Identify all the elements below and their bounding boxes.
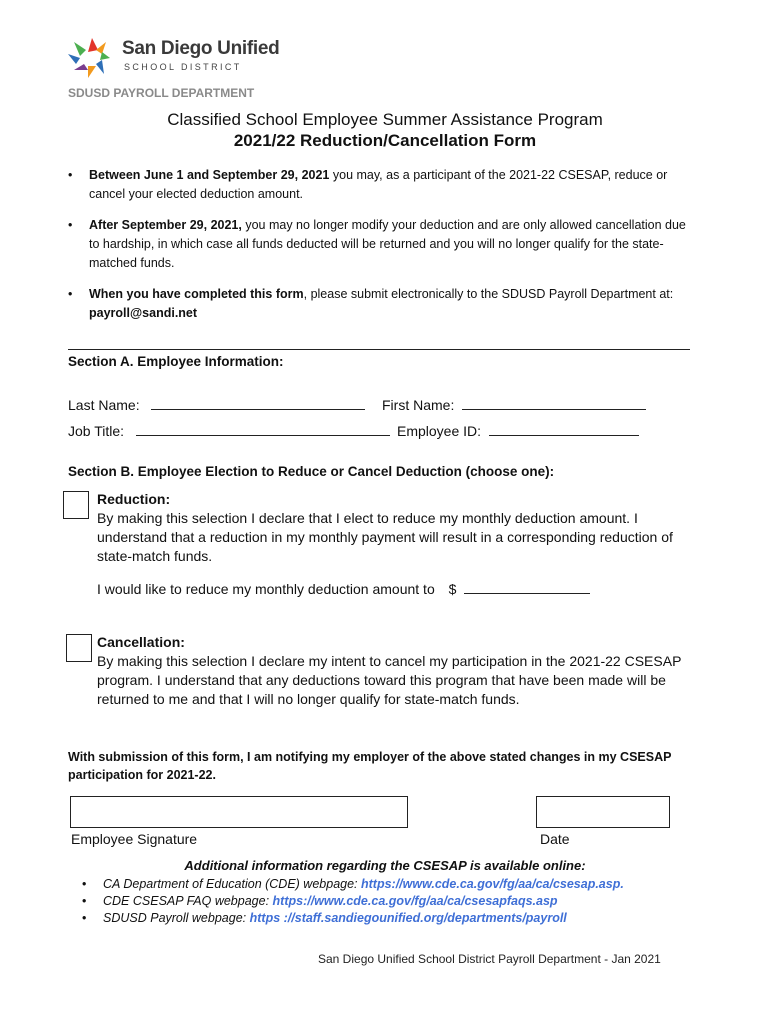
link-label: CA Department of Education (CDE) webpage:: [103, 877, 361, 891]
date-label: Date: [540, 831, 570, 847]
page-footer: San Diego Unified School District Payroll Department - Jan 2021: [318, 952, 661, 966]
reduction-body: By making this selection I declare that I elect to reduce my monthly deduction amount. I understand that a reduction in my monthly payment will result in a corresponding reduction of state-match funds.: [97, 510, 673, 564]
first-name-label: First Name:: [382, 397, 455, 413]
cancellation-checkbox[interactable]: [66, 634, 92, 662]
department-label: SDUSD PAYROLL DEPARTMENT: [68, 86, 255, 100]
cde-faq-link[interactable]: https://www.cde.ca.gov/fg/aa/ca/csesapfaqs.asp: [272, 894, 558, 908]
reduction-checkbox[interactable]: [63, 491, 89, 519]
instruction-item: [68, 285, 688, 323]
link-item: [82, 910, 624, 927]
cancellation-option: [97, 633, 697, 709]
reduction-amount-field[interactable]: [464, 581, 590, 594]
section-divider: [68, 349, 690, 350]
cancellation-body: By making this selection I declare my intent to cancel my participation in the 2021-22 CSESAP program. I understand that any deductions toward this program that have been made will be returned to me and that I will no longer qualify for state-match funds.: [97, 653, 682, 707]
instruction-text: you may no longer modify your deduction and are only allowed cancellation due to hardship, in which case all funds deducted will be returned and you will no longer qualify for the state-matched funds.: [89, 218, 686, 270]
payroll-email[interactable]: payroll@sandi.net: [89, 306, 198, 320]
reduction-amount-label: I would like to reduce my monthly deduction amount to: [97, 581, 435, 597]
link-label: CDE CSESAP FAQ webpage:: [103, 894, 273, 908]
instruction-bold: When you have completed this form: [89, 287, 304, 301]
additional-links-list: [82, 876, 624, 927]
currency-symbol: $: [448, 581, 457, 597]
employee-signature-label: Employee Signature: [71, 831, 198, 847]
reduction-title: Reduction:: [97, 491, 171, 507]
section-b-heading: Section B. Employee Election to Reduce or Cancel Deduction (choose one):: [68, 464, 555, 479]
reduction-amount-row: [97, 580, 697, 599]
link-label: SDUSD Payroll webpage:: [103, 911, 250, 925]
first-name-field[interactable]: [462, 397, 646, 410]
job-title-row: [68, 423, 390, 439]
last-name-label: Last Name:: [68, 397, 140, 413]
logo-name: San Diego Unified: [122, 38, 280, 59]
submission-notice: With submission of this form, I am notifying my employer of the above stated changes in my CSESAP participation for 2021-22.: [68, 750, 672, 782]
instruction-text: , please submit electronically to the SDUSD Payroll Department at:: [303, 287, 674, 301]
instruction-bold: Between June 1 and September 29, 2021: [89, 168, 330, 182]
reduction-option: [97, 490, 697, 599]
cancellation-title: Cancellation:: [97, 634, 185, 650]
sdusd-payroll-link[interactable]: https ://staff.sandiegounified.org/departments/payroll: [249, 911, 567, 925]
instruction-bold: After September 29, 2021,: [89, 218, 242, 232]
form-subtitle: 2021/22 Reduction/Cancellation Form: [233, 131, 537, 150]
cde-webpage-link[interactable]: https://www.cde.ca.gov/fg/aa/ca/csesap.asp.: [361, 877, 624, 891]
employee-id-label: Employee ID:: [397, 423, 482, 439]
link-item: [82, 876, 624, 893]
first-name-row: [382, 397, 646, 413]
instruction-item: [68, 166, 688, 204]
date-box[interactable]: [536, 796, 670, 828]
employee-signature-box[interactable]: [70, 796, 408, 828]
section-a-heading: Section A. Employee Information:: [68, 354, 284, 369]
job-title-label: Job Title:: [68, 423, 125, 439]
last-name-row: [68, 397, 365, 413]
form-title: Classified School Employee Summer Assistance Program: [167, 110, 603, 129]
additional-info-title: Additional information regarding the CSESAP is available online:: [184, 858, 586, 873]
employee-id-field[interactable]: [489, 423, 639, 436]
job-title-field[interactable]: [136, 423, 390, 436]
link-item: [82, 893, 624, 910]
instructions-list: [68, 166, 688, 335]
logo-subtitle: SCHOOL DISTRICT: [124, 62, 242, 72]
last-name-field[interactable]: [151, 397, 365, 410]
instruction-text: you may, as a participant of the 2021-22 CSESAP, reduce or cancel your elected deduction amount.: [89, 168, 668, 201]
instruction-item: [68, 216, 688, 273]
employee-id-row: [397, 423, 639, 439]
